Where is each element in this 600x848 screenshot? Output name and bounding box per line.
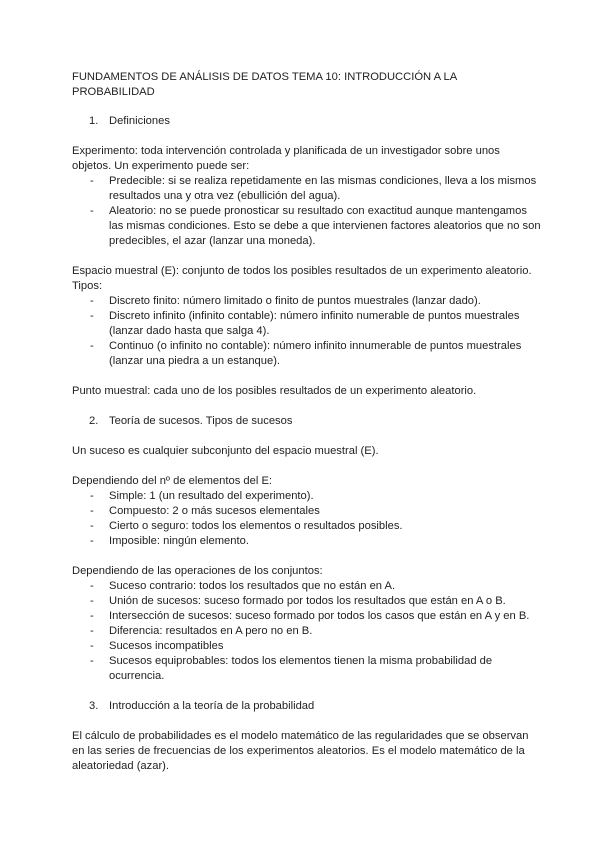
document-page: [72, 70, 542, 774]
list-item: - Continuo (o infinito no contable): número infinito innumerable de puntos muestrales (lanzar una piedra a un estanque).: [72, 339, 542, 369]
espacio-block: [72, 264, 542, 369]
document-title: FUNDAMENTOS DE ANÁLISIS DE DATOS TEMA 10: INTRODUCCIÓN A LA PROBABILIDAD: [72, 71, 457, 98]
por-operaciones-list: [72, 579, 542, 684]
section-title: Teoría de sucesos. Tipos de sucesos: [109, 415, 293, 427]
list-item: - Compuesto: 2 o más sucesos elementales: [72, 504, 542, 519]
por-elementos-list: [72, 489, 542, 549]
list-item: - Diferencia: resultados en A pero no en B.: [72, 624, 542, 639]
por-elementos-block: [72, 474, 542, 549]
section-title: Introducción a la teoría de la probabilidad: [109, 700, 315, 712]
section-number: 2.: [89, 415, 99, 427]
espacio-list: [72, 294, 542, 369]
list-item: - Imposible: ningún elemento.: [72, 534, 542, 549]
list-item: - Sucesos incompatibles: [72, 639, 542, 654]
probabilidad-text: El cálculo de probabilidades es el modelo matemático de las regularidades que se observan en las series de frecuencias de los experimentos aleatorios. Es el modelo matemático de la aleatoriedad (azar).: [72, 730, 529, 772]
list-item: - Aleatorio: no se puede pronosticar su resultado con exactitud aunque mantengamos las mismas condiciones. Esto se debe a que intervienen factores aleatorios que no son predecibles, el azar (lanzar una moneda).: [72, 204, 542, 249]
section-number: 1.: [89, 115, 99, 127]
suceso-definition: Un suceso es cualquier subconjunto del espacio muestral (E).: [72, 445, 379, 457]
punto-muestral-text: Punto muestral: cada uno de los posibles resultados de un experimento aleatorio.: [72, 385, 477, 397]
list-item: - Intersección de sucesos: suceso formado por todos los casos que están en A y en B.: [72, 609, 542, 624]
section-heading-2: [89, 414, 542, 429]
list-item: - Unión de sucesos: suceso formado por todos los resultados que están en A o B.: [72, 594, 542, 609]
por-operaciones-intro: Dependiendo de las operaciones de los conjuntos:: [72, 565, 323, 577]
section-number: 3.: [89, 700, 99, 712]
list-item: - Discreto infinito (infinito contable): número infinito numerable de puntos muestrales (lanzar dado hasta que salga 4).: [72, 309, 542, 339]
list-item: - Sucesos equiprobables: todos los elementos tienen la misma probabilidad de ocurrencia.: [72, 654, 542, 684]
list-item: - Suceso contrario: todos los resultados que no están en A.: [72, 579, 542, 594]
experimento-list: [72, 174, 542, 249]
list-item: - Simple: 1 (un resultado del experimento).: [72, 489, 542, 504]
experimento-intro: Experimento: toda intervención controlada y planificada de un investigador sobre unos objetos. Un experimento puede ser:: [72, 145, 500, 172]
espacio-intro: Espacio muestral (E): conjunto de todos los posibles resultados de un experimento aleatorio. Tipos:: [72, 265, 532, 292]
list-item: - Predecible: si se realiza repetidamente en las mismas condiciones, lleva a los mismos resultados una y otra vez (ebullición del agua).: [72, 174, 542, 204]
por-operaciones-block: [72, 564, 542, 684]
por-elementos-intro: Dependiendo del nº de elementos del E:: [72, 475, 273, 487]
list-item: - Discreto finito: número limitado o finito de puntos muestrales (lanzar dado).: [72, 294, 542, 309]
section-heading-3: [89, 699, 542, 714]
section-title: Definiciones: [109, 115, 170, 127]
list-item: - Cierto o seguro: todos los elementos o resultados posibles.: [72, 519, 542, 534]
section-heading-1: [89, 114, 542, 129]
experimento-block: [72, 144, 542, 249]
